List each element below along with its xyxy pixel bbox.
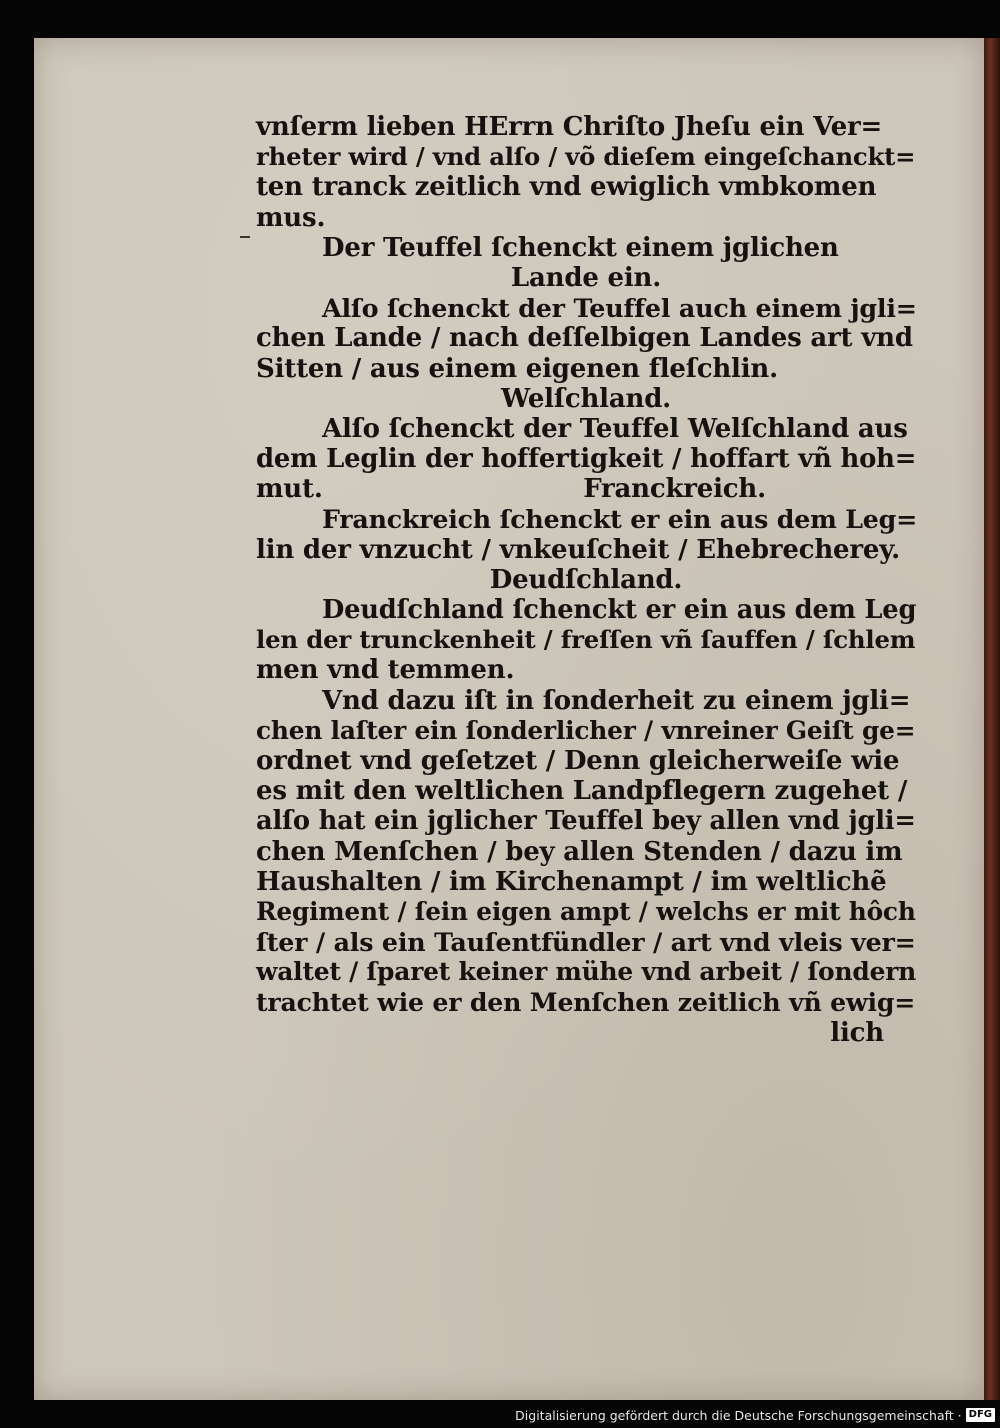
text-line: lin der vnzucht / vnkeuſcheit / Ehebrecherey.	[256, 534, 900, 565]
text-line: Regiment / ſein eigen ampt / welchs er mit hôch	[256, 896, 916, 926]
heading-line: Der Teuffel ſchenckt einem jglichen	[322, 232, 839, 263]
dfg-logo: DFG	[966, 1408, 995, 1422]
text-line: Alſo ſchenckt der Teuffel auch einem jgli=	[322, 293, 917, 324]
text-line: Vnd dazu iſt in ſonderheit zu einem jgli=	[322, 685, 911, 716]
heading-line: Franckreich.	[583, 474, 766, 505]
page-edge	[984, 38, 1000, 1400]
text-line	[256, 474, 916, 504]
text-line: dem Leglin der hoffertigkeit / hoffart vñ hoh=	[256, 444, 917, 475]
text-line: Sitten / aus einem eigenen fleſchlin.	[256, 353, 778, 384]
text-line: trachtet wie er den Menſchen zeitlich vñ ewig=	[256, 987, 916, 1018]
heading-line: Lande ein.	[510, 262, 662, 293]
catchword: lich	[830, 1017, 884, 1048]
text-line: waltet / ſparet keiner mühe vnd arbeit / ſondern	[256, 957, 917, 987]
text-line: Franckreich ſchenckt er ein aus dem Leg=	[322, 504, 918, 535]
text-line: Alſo ſchenckt der Teuffel Welſchland aus	[322, 413, 908, 444]
text-line: ordnet vnd geſetzet / Denn gleicherweiſe wie	[256, 745, 900, 776]
page-text	[256, 112, 916, 1048]
text-line: chen Menſchen / bey allen Stenden / dazu im	[256, 836, 903, 867]
text-line: ſter / als ein Tauſentfündler / art vnd vleis ver=	[256, 927, 916, 958]
footer-credit	[515, 1406, 995, 1424]
text-line: ten tranck zeitlich vnd ewiglich vmbkomen	[256, 172, 877, 203]
text-line: vnſerm lieben HErrn Chriſto Jheſu ein Ver=	[256, 112, 883, 142]
text-line: Haushalten / im Kirchenampt / im weltlichẽ	[256, 866, 887, 897]
text-line: es mit den weltlichen Landpflegern zugehet /	[256, 776, 908, 807]
text-line: len der trunckenheit / freſſen vñ ſauffen / ſchlem	[256, 625, 916, 655]
heading-line: Deudſchland.	[489, 564, 683, 595]
text-line: Deudſchland ſchenckt er ein aus dem Leg	[322, 595, 917, 625]
heading-line: Welſchland.	[500, 383, 672, 414]
text-line: rheter wird / vnd alſo / võ dieſem eingeſchanckt=	[256, 142, 916, 172]
margin-mark	[240, 236, 250, 238]
text-line: men vnd temmen.	[256, 655, 515, 686]
text-line: mus.	[256, 202, 326, 233]
text-line: chen Lande / nach deſſelbigen Landes art vnd	[256, 323, 913, 354]
text-line: alſo hat ein jglicher Teuffel bey allen vnd jgli=	[256, 806, 916, 837]
funding-credit-text: Digitalisierung gefördert durch die Deutsche Forschungsgemeinschaft ·	[515, 1407, 962, 1423]
text-line-end: mut.	[256, 474, 323, 505]
text-line: chen laſter ein ſonderlicher / vnreiner Geiſt ge=	[256, 715, 916, 745]
